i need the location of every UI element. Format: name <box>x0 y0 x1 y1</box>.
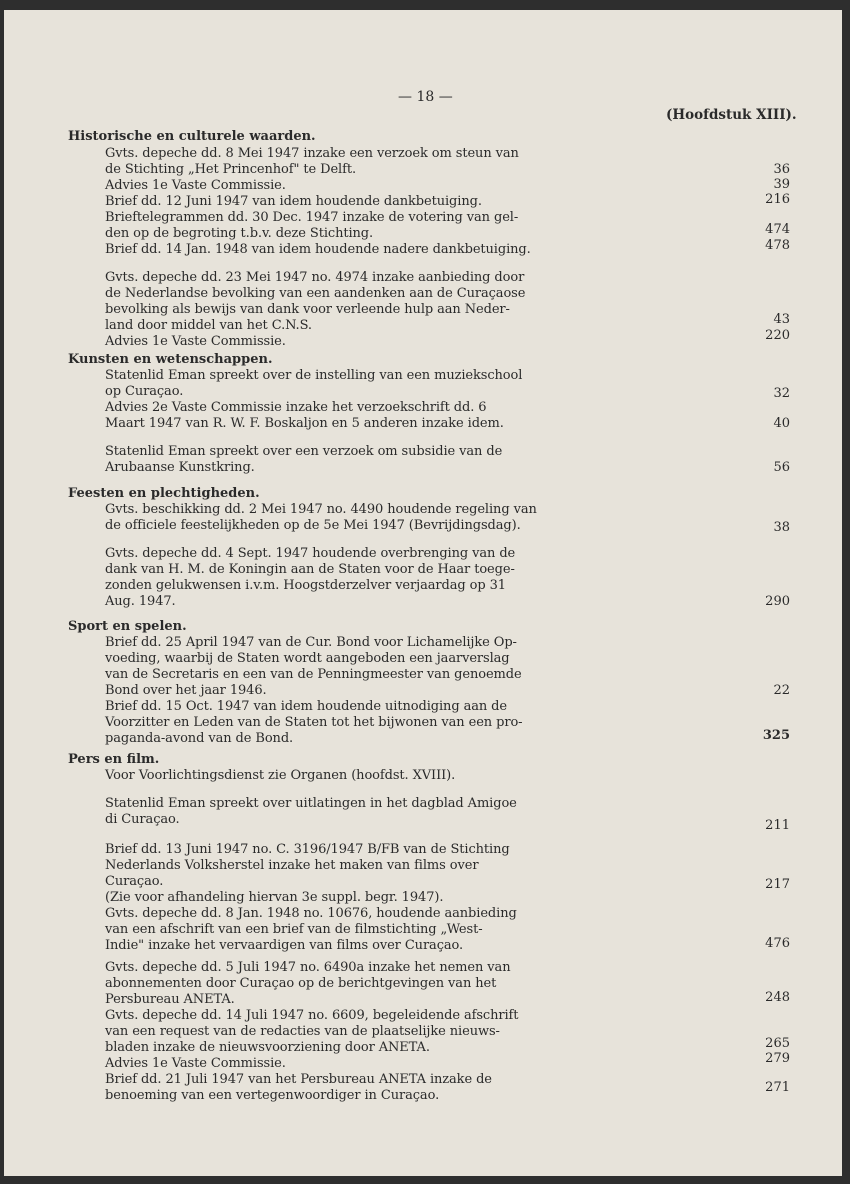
reference-number: 36 <box>773 162 790 177</box>
entry-line: Maart 1947 van R. W. F. Boskaljon en 5 anderen inzake idem. <box>105 416 504 431</box>
entry-line: Gvts. depeche dd. 23 Mei 1947 no. 4974 inzake aanbieding door <box>105 270 525 285</box>
reference-number: 32 <box>773 386 790 401</box>
chapter-label: (Hoofdstuk XIII). <box>666 107 797 123</box>
reference-number: 40 <box>773 416 790 431</box>
entry-line: (Zie voor afhandeling hiervan 3e suppl. begr. 1947). <box>105 890 444 905</box>
section-heading: Kunsten en wetenschappen. <box>68 352 273 367</box>
section-heading: Sport en spelen. <box>68 619 187 634</box>
entry-line: Persbureau ANETA. <box>105 992 235 1007</box>
entry-line: den op de begroting t.b.v. deze Stichting. <box>105 226 374 241</box>
reference-number: 39 <box>773 177 790 192</box>
entry-line: de Stichting „Het Princenhof" te Delft. <box>105 162 356 177</box>
entry-line: Brief dd. 15 Oct. 1947 van idem houdende uitnodiging aan de <box>105 699 507 714</box>
entry-line: Indie" inzake het vervaardigen van films over Curaçao. <box>105 938 464 953</box>
entry-line: Statenlid Eman spreekt over een verzoek om subsidie van de <box>105 444 503 459</box>
reference-number: 43 <box>773 312 790 327</box>
reference-number: 265 <box>765 1036 790 1051</box>
entry-line: land door middel van het C.N.S. <box>105 318 312 333</box>
entry-line: di Curaçao. <box>105 812 180 827</box>
entry-line: Advies 1e Vaste Commissie. <box>105 178 286 193</box>
entry-line: zonden gelukwensen i.v.m. Hoogstderzelver verjaardag op 31 <box>105 578 506 593</box>
entry-line: Voor Voorlichtingsdienst zie Organen (hoofdst. XVIII). <box>105 768 456 783</box>
reference-number: 271 <box>765 1080 790 1095</box>
entry-line: Advies 2e Vaste Commissie inzake het verzoekschrift dd. 6 <box>105 400 487 415</box>
entry-line: Gvts. depeche dd. 14 Juli 1947 no. 6609, begeleidende afschrift <box>105 1008 519 1023</box>
section-heading: Feesten en plechtigheden. <box>68 486 260 501</box>
entry-line: op Curaçao. <box>105 384 184 399</box>
reference-number: 290 <box>765 594 790 609</box>
section-heading: Pers en film. <box>68 752 160 767</box>
entry-line: Nederlands Volksherstel inzake het maken van films over <box>105 858 479 873</box>
reference-number: 476 <box>765 936 790 951</box>
entry-line: Brief dd. 13 Juni 1947 no. C. 3196/1947 B/FB van de Stichting <box>105 842 510 857</box>
entry-line: Statenlid Eman spreekt over uitlatingen in het dagblad Amigoe <box>105 796 517 811</box>
reference-number: 56 <box>773 460 790 475</box>
reference-number: 248 <box>765 990 790 1005</box>
reference-number: 279 <box>765 1051 790 1066</box>
document-page <box>4 10 842 1176</box>
entry-line: van een request van de redacties van de plaatselijke nieuws- <box>105 1024 500 1039</box>
entry-line: abonnementen door Curaçao op de berichtgevingen van het <box>105 976 497 991</box>
entry-line: de Nederlandse bevolking van een aandenken aan de Curaçaose <box>105 286 526 301</box>
entry-line: Bond over het jaar 1946. <box>105 683 267 698</box>
entry-line: dank van H. M. de Koningin aan de Staten voor de Haar toege- <box>105 562 515 577</box>
entry-line: Brief dd. 14 Jan. 1948 van idem houdende nadere dankbetuiging. <box>105 242 531 257</box>
entry-line: Aug. 1947. <box>105 594 176 609</box>
entry-line: Curaçao. <box>105 874 164 889</box>
entry-line: bladen inzake de nieuwsvoorziening door ANETA. <box>105 1040 430 1055</box>
entry-line: Gvts. depeche dd. 8 Jan. 1948 no. 10676, houdende aanbieding <box>105 906 517 921</box>
entry-line: Gvts. depeche dd. 4 Sept. 1947 houdende overbrenging van de <box>105 546 516 561</box>
reference-number: 217 <box>765 877 790 892</box>
entry-line: Brief dd. 25 April 1947 van de Cur. Bond voor Lichamelijke Op- <box>105 635 517 650</box>
reference-number: 325 <box>762 728 790 743</box>
reference-number: 474 <box>765 222 790 237</box>
entry-line: Brieftelegrammen dd. 30 Dec. 1947 inzake de votering van gel- <box>105 210 519 225</box>
reference-number: 22 <box>773 683 790 698</box>
entry-line: Gvts. depeche dd. 8 Mei 1947 inzake een verzoek om steun van <box>105 146 519 161</box>
entry-line: Arubaanse Kunstkring. <box>105 460 255 475</box>
reference-number: 38 <box>773 520 790 535</box>
entry-line: paganda-avond van de Bond. <box>105 731 294 746</box>
entry-line: Advies 1e Vaste Commissie. <box>105 334 286 349</box>
reference-number: 220 <box>765 328 790 343</box>
entry-line: van de Secretaris en een van de Penningmeester van genoemde <box>105 667 522 682</box>
entry-line: bevolking als bewijs van dank voor verleende hulp aan Neder- <box>105 302 510 317</box>
section-heading: Historische en culturele waarden. <box>68 129 316 144</box>
entry-line: voeding, waarbij de Staten wordt aangeboden een jaarverslag <box>105 651 510 666</box>
entry-line: Gvts. beschikking dd. 2 Mei 1947 no. 4490 houdende regeling van <box>105 502 537 517</box>
reference-number: 216 <box>765 192 790 207</box>
entry-line: van een afschrift van een brief van de filmstichting „West- <box>105 922 483 937</box>
entry-line: Advies 1e Vaste Commissie. <box>105 1056 286 1071</box>
entry-line: de officiele feestelijkheden op de 5e Mei 1947 (Bevrijdingsdag). <box>105 518 521 533</box>
entry-line: Gvts. depeche dd. 5 Juli 1947 no. 6490a inzake het nemen van <box>105 960 511 975</box>
entry-line: benoeming van een vertegenwoordiger in Curaçao. <box>105 1088 440 1103</box>
entry-line: Statenlid Eman spreekt over de instelling van een muziekschool <box>105 368 523 383</box>
entry-line: Brief dd. 21 Juli 1947 van het Persbureau ANETA inzake de <box>105 1072 492 1087</box>
entry-line: Voorzitter en Leden van de Staten tot het bijwonen van een pro- <box>105 715 523 730</box>
page-number: — 18 — <box>398 89 453 105</box>
reference-number: 478 <box>765 238 790 253</box>
entry-line: Brief dd. 12 Juni 1947 van idem houdende dankbetuiging. <box>105 194 482 209</box>
reference-number: 211 <box>765 818 790 833</box>
